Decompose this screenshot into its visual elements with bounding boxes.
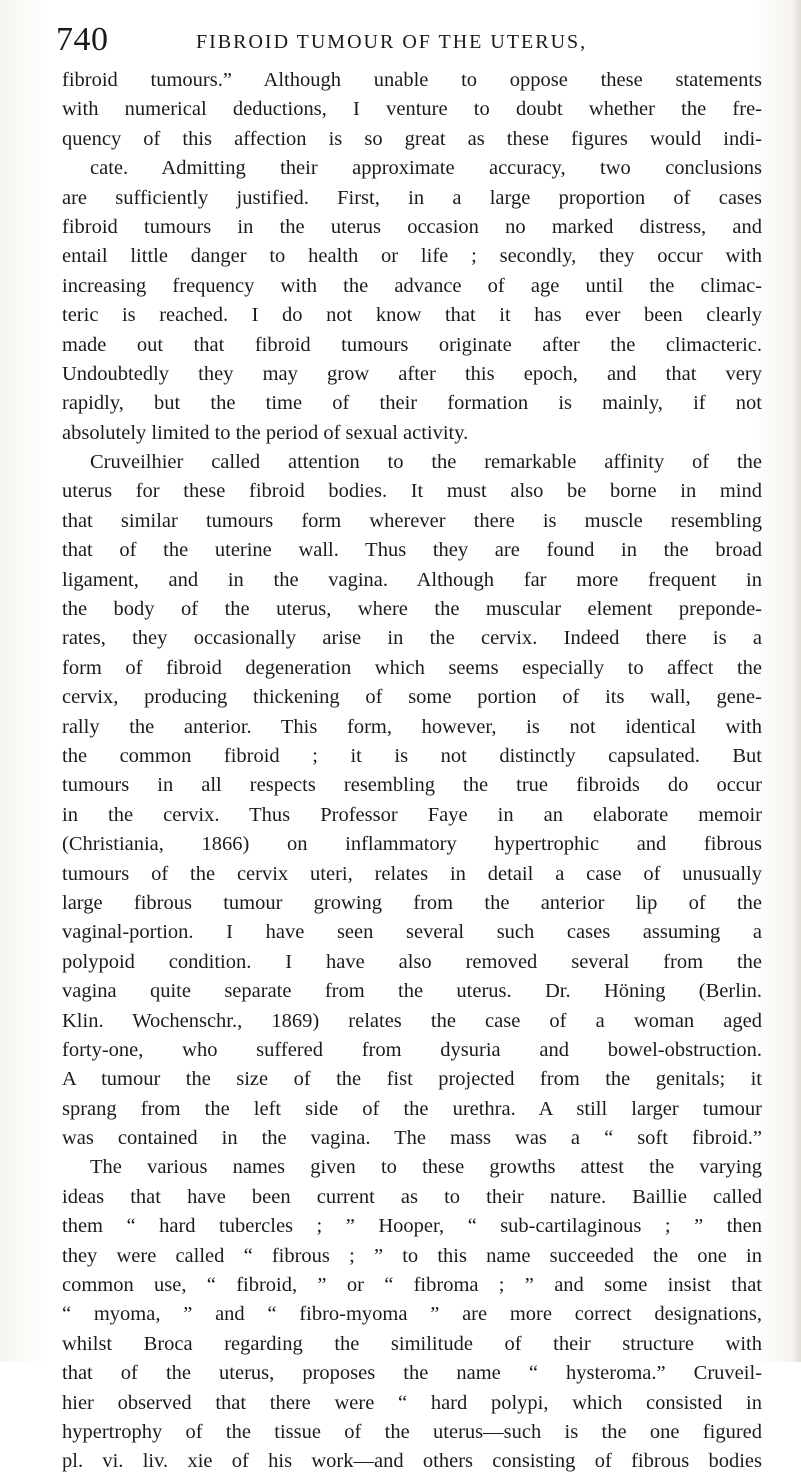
text-line: rapidly, but the time of their formation is mainly, if not: [62, 392, 762, 415]
text-line: common use, “ fibroid, ” or “ fibroma ; ” and some insist that: [62, 1274, 762, 1297]
text-line: tumours of the cervix uteri, relates in detail a case of unusually: [62, 862, 762, 885]
text-line: The various names given to these growths attest the varying: [90, 1156, 762, 1179]
text-line: hier observed that there were “ hard polypi, which consisted in: [62, 1391, 762, 1414]
text-line: Klin. Wochenschr., 1869) relates the case of a woman aged: [62, 1009, 762, 1032]
text-line: entail little danger to health or life ; secondly, they occur with: [62, 245, 762, 268]
page-header: [56, 20, 756, 60]
text-line: rally the anterior. This form, however, is not identical with: [62, 715, 762, 738]
running-title: FIBROID TUMOUR OF THE UTERUS,: [196, 31, 588, 53]
text-line: cervix, producing thickening of some portion of its wall, gene-: [62, 686, 762, 709]
text-line: in the cervix. Thus Professor Faye in an elaborate memoir: [62, 803, 762, 826]
text-line: Cruveilhier called attention to the remarkable affinity of the: [90, 451, 762, 474]
text-line: that of the uterine wall. Thus they are found in the broad: [62, 539, 762, 562]
body-text: [62, 66, 762, 1477]
text-line: ligament, and in the vagina. Although far more frequent in: [62, 568, 762, 591]
text-line: hypertrophy of the tissue of the uterus—such is the one figured: [62, 1420, 762, 1443]
text-line: with numerical deductions, I venture to doubt whether the fre-: [62, 98, 762, 121]
text-line: fibroid tumours in the uterus occasion no marked distress, and: [62, 215, 762, 238]
text-line: them “ hard tubercles ; ” Hooper, “ sub-cartilaginous ; ” then: [62, 1215, 762, 1238]
text-line: vagina quite separate from the uterus. Dr. Höning (Berlin.: [62, 980, 762, 1003]
page-edge-shadow: [791, 0, 801, 1362]
text-line: quency of this affection is so great as these figures would indi-: [62, 127, 762, 150]
text-line: that similar tumours form wherever there is muscle resembling: [62, 509, 762, 532]
text-line: (Christiania, 1866) on inflammatory hypertrophic and fibrous: [62, 833, 762, 856]
text-line: polypoid condition. I have also removed several from the: [62, 950, 762, 973]
text-line: are sufficiently justified. First, in a large proportion of cases: [62, 186, 762, 209]
text-line: that of the uterus, proposes the name “ hysteroma.” Cruveil-: [62, 1362, 762, 1385]
text-line: vaginal-portion. I have seen several such cases assuming a: [62, 921, 762, 944]
text-line: the common fibroid ; it is not distinctly capsulated. But: [62, 744, 762, 767]
text-line: whilst Broca regarding the similitude of their structure with: [62, 1332, 762, 1355]
text-line: tumours in all respects resembling the true fibroids do occur: [62, 774, 762, 797]
text-line: teric is reached. I do not know that it has ever been clearly: [62, 304, 762, 327]
page-number: 740: [56, 21, 109, 58]
text-line: large fibrous tumour growing from the anterior lip of the: [62, 891, 762, 914]
text-line: absolutely limited to the period of sexual activity.: [62, 421, 469, 444]
text-line: ideas that have been current as to their nature. Baillie called: [62, 1185, 762, 1208]
text-line: increasing frequency with the advance of age until the climac-: [62, 274, 762, 297]
text-line: “ myoma, ” and “ fibro-myoma ” are more correct designations,: [62, 1303, 762, 1326]
text-line: uterus for these fibroid bodies. It must also be borne in mind: [62, 480, 762, 503]
text-line: rates, they occasionally arise in the cervix. Indeed there is a: [62, 627, 762, 650]
text-line: was contained in the vagina. The mass was a “ soft fibroid.”: [62, 1127, 762, 1150]
text-line: made out that fibroid tumours originate after the climacteric.: [62, 333, 762, 356]
text-line: forty-one, who suffered from dysuria and bowel-obstruction.: [62, 1038, 762, 1061]
text-line: Undoubtedly they may grow after this epoch, and that very: [62, 362, 762, 385]
text-line: fibroid tumours.” Although unable to oppose these statements: [62, 69, 762, 91]
text-line: the body of the uterus, where the muscular element preponde-: [62, 598, 762, 621]
text-line: pl. vi. liv. xie of his work—and others consisting of fibrous bodies: [62, 1450, 762, 1473]
text-line: A tumour the size of the fist projected from the genitals; it: [62, 1068, 762, 1091]
text-line: form of fibroid degeneration which seems especially to affect the: [62, 656, 762, 679]
text-line: they were called “ fibrous ; ” to this name succeeded the one in: [62, 1244, 762, 1267]
text-line: cate. Admitting their approximate accuracy, two conclusions: [90, 157, 762, 180]
text-line: sprang from the left side of the urethra. A still larger tumour: [62, 1097, 762, 1120]
